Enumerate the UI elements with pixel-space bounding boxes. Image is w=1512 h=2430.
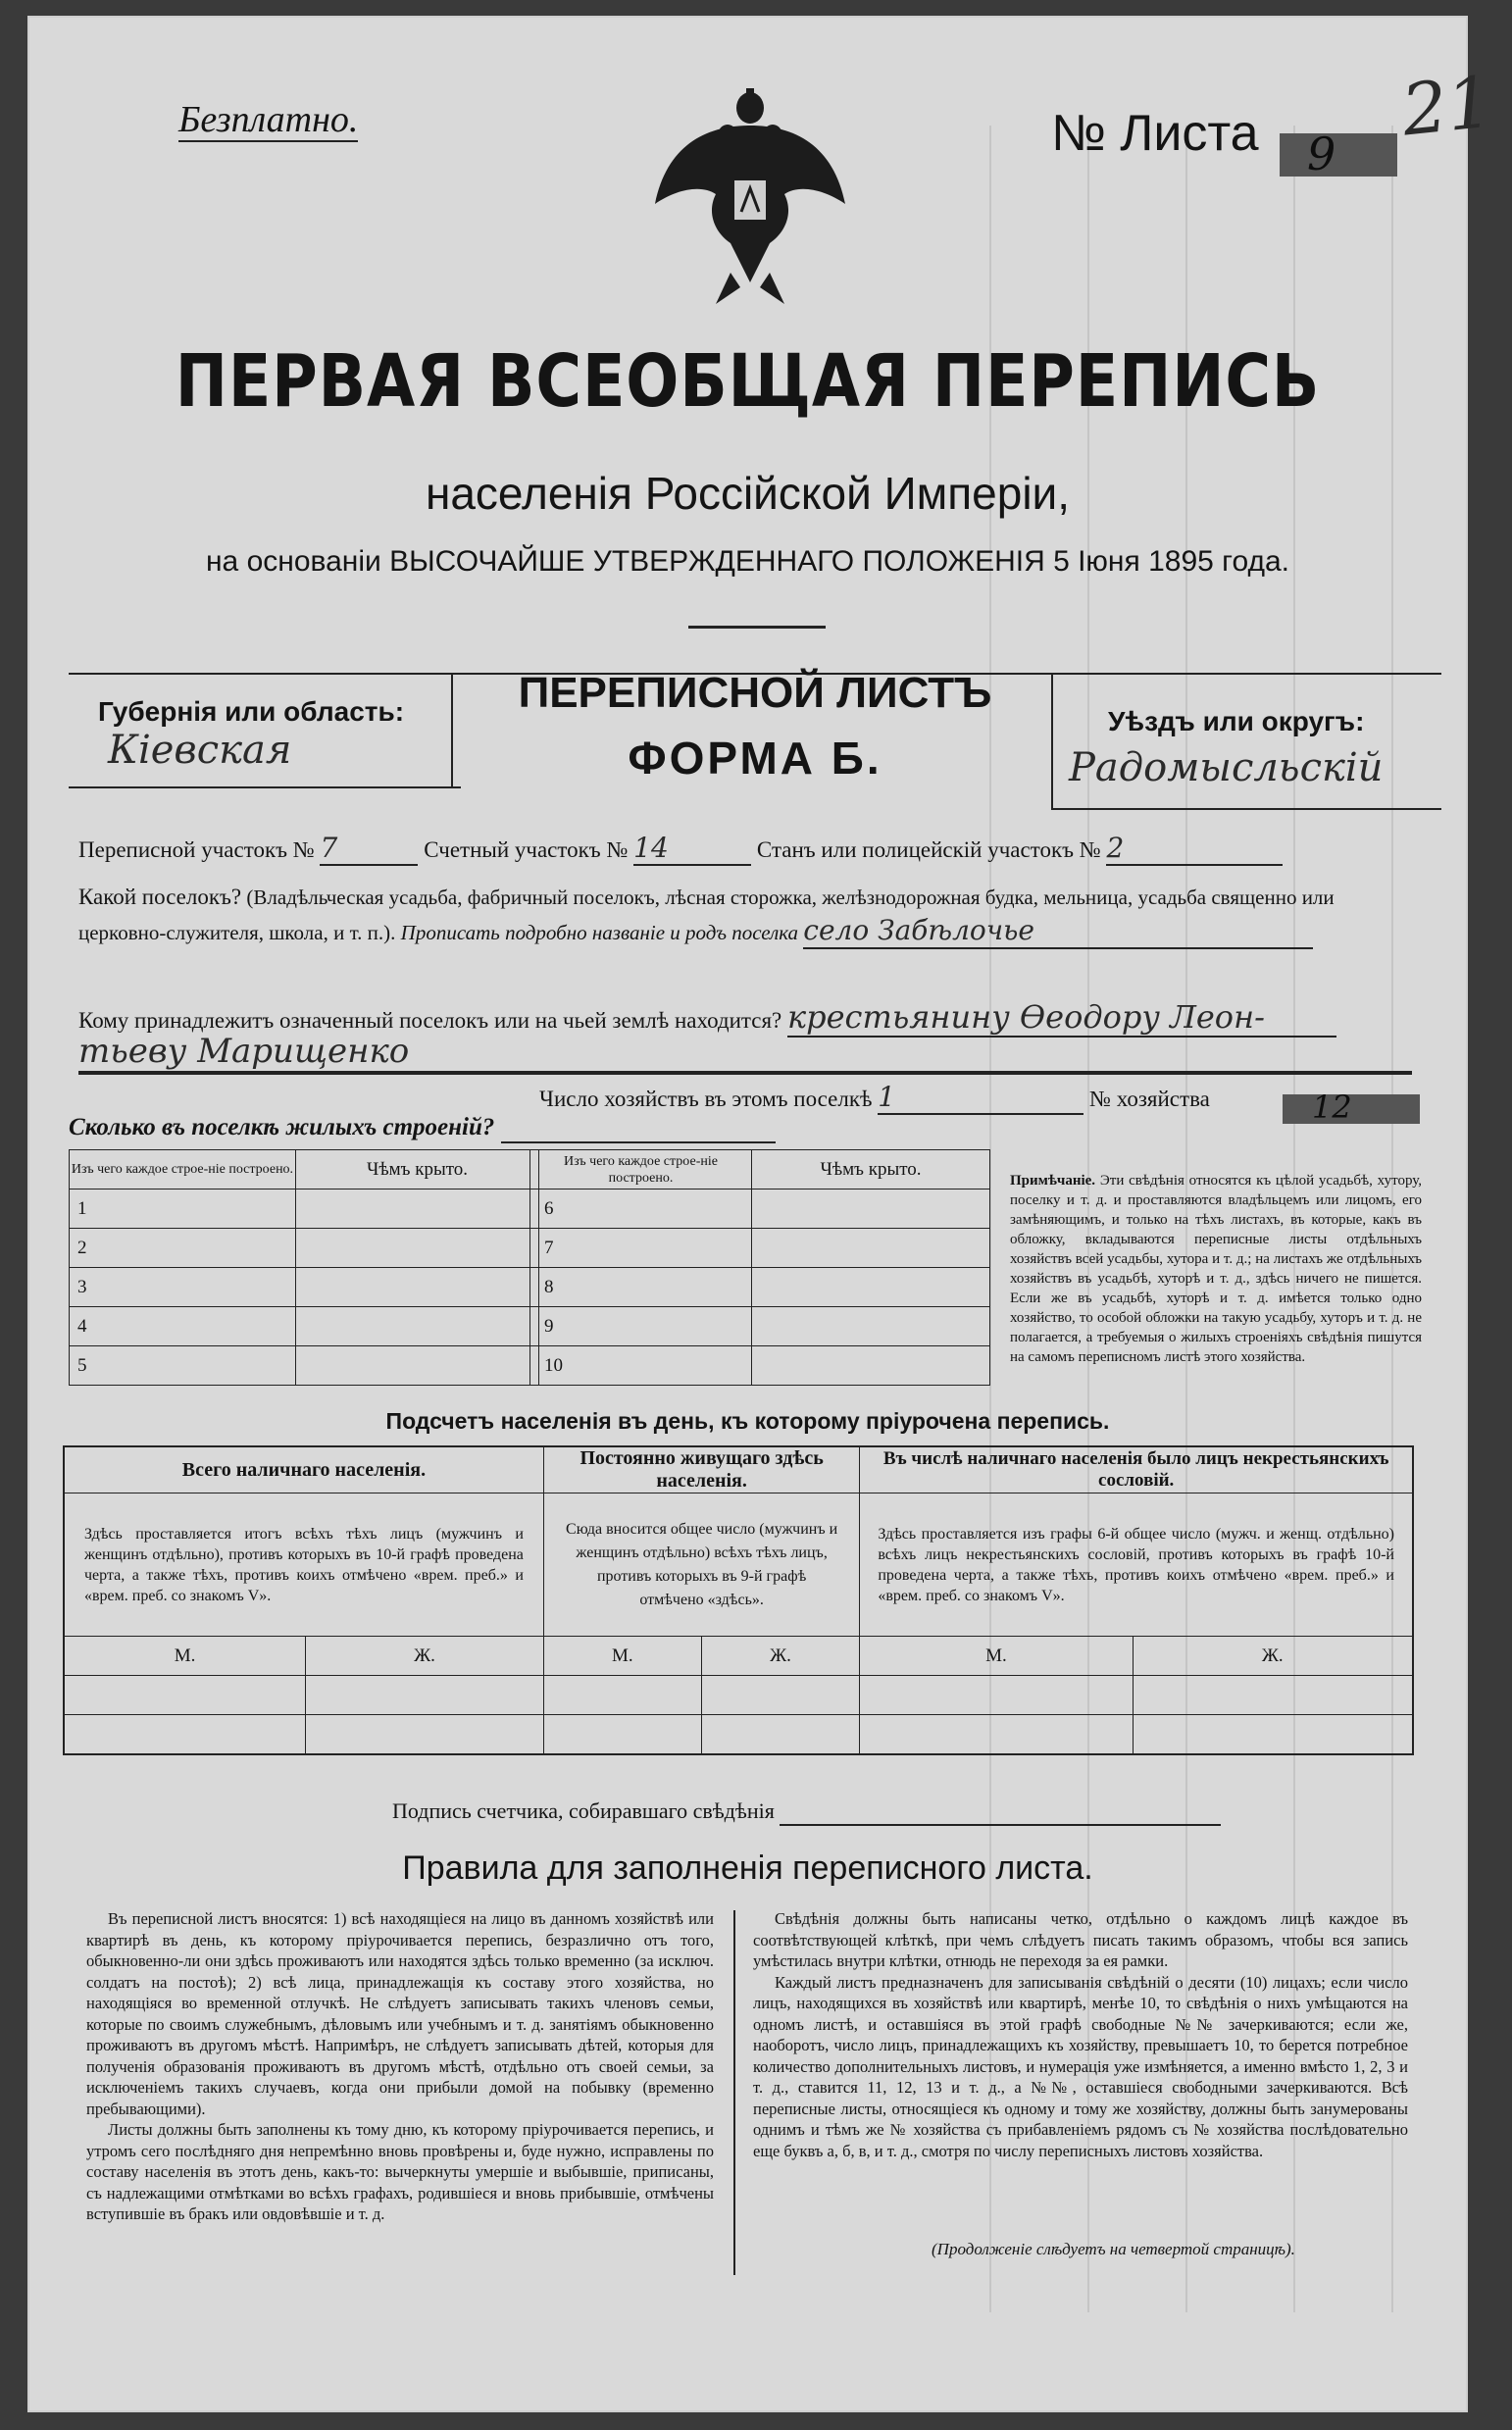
population-col3-male-head: М.	[860, 1637, 1133, 1676]
population-col2-head: Постоянно живущаго здѣсь населенія.	[543, 1446, 859, 1493]
count-area-label: Счетный участокъ №	[424, 837, 629, 862]
building-roof-cell	[296, 1229, 539, 1268]
census-area-label: Переписной участокъ №	[78, 837, 315, 862]
buildings-line	[69, 1114, 776, 1143]
free-text: Безплатно.	[178, 99, 359, 140]
household-no-box	[1283, 1088, 1420, 1126]
building-row-number: 7	[530, 1229, 752, 1268]
population-col1-head: Всего наличнаго населенія.	[64, 1446, 543, 1493]
building-roof-cell	[752, 1268, 990, 1307]
households-line	[539, 1081, 1210, 1115]
settlement-hint-2: церковно-служителя, школа, и т. п.).	[78, 921, 396, 944]
sheet-number-text: № Листа	[1051, 105, 1259, 162]
households-label: Число хозяйствъ въ этомъ поселкѣ	[539, 1087, 873, 1111]
form-title: ПЕРЕПИСНОЙ ЛИСТЪ	[518, 669, 992, 717]
sheet-number-label	[1051, 104, 1259, 163]
household-no-label: № хозяйства	[1089, 1087, 1210, 1111]
population-cell	[701, 1676, 860, 1715]
rules-continued-note: (Продолженіе слѣдуетъ на четвертой страницѣ).	[932, 2240, 1295, 2258]
population-cell	[64, 1715, 306, 1754]
stan-label: Станъ или полицейскій участокъ №	[756, 837, 1101, 862]
buildings-col1-head: Изъ чего каждое строе-ніе построено.	[530, 1150, 752, 1190]
population-cell	[1133, 1676, 1413, 1715]
building-roof-cell	[752, 1346, 990, 1386]
population-col2-male-head: М.	[543, 1637, 701, 1676]
building-roof-cell	[296, 1190, 539, 1229]
settlement-hint: (Владѣльческая усадьба, фабричный поселокъ, лѣсная сторожка, желѣзнодорожная будка, мельница, усадьба священно или	[246, 886, 1335, 909]
building-row-number: 10	[530, 1346, 752, 1386]
population-col3-head: Въ числѣ наличнаго населенія было лицъ некрестьянскихъ сословій.	[860, 1446, 1413, 1493]
rules-right-column	[753, 1908, 1408, 2161]
population-col3-text: Здѣсь проставляется изъ графы 6-й общее число (мужч. и женщ. отдѣльно) всѣхъ лицъ некрестьянскихъ сословій, противъ которыхъ въ графѣ 10-й проведена черта, а также тѣхъ, противъ коихъ отмѣчено «врем. преб.» и «врем. преб. со знакомъ V».	[860, 1493, 1413, 1637]
buildings-col2-head: Чѣмъ крыто.	[752, 1150, 990, 1190]
rules-left-para-1: Въ переписной листъ вносятся: 1) всѣ находящіеся на лицо въ данномъ хозяйствѣ или квартирѣ въ день, къ которому пріурочивается перепись, безразлично отъ того, обыкновенно-ли они здѣсь проживаютъ или находятся здѣсь только временно (за исключ. солдатъ на постоѣ); 2) всѣ лица, принадлежащія къ составу этого хозяйства, но находящіяся во временной отлучкѣ. Не слѣдуетъ записывать такихъ членовъ семьи, которые по своимъ служебнымъ, дѣловымъ или учебнымъ и т. д. занятіямъ обыкновенно проживаютъ въ другомъ мѣстѣ. Напримѣръ, не слѣдуетъ записывать дѣтей, которыя для полученія образованія проживаютъ въ другомъ мѣстѣ, отдѣльно отъ своей семьи, за исключеніемъ такихъ случаевъ, когда они прибыли домой на побывку (временно пребывающими).	[86, 1909, 714, 2118]
form-label: ФОРМА Б.	[628, 733, 882, 784]
building-row-number: 1	[70, 1190, 296, 1229]
population-col1-male-head: М.	[64, 1637, 306, 1676]
form-box-right-bottom	[1051, 808, 1441, 810]
buildings-table-right	[529, 1149, 990, 1386]
sheet-number-value: 9	[1307, 127, 1336, 180]
buildings-table-left	[69, 1149, 539, 1386]
owner-value-1: крестьянину Өеодору Леон-	[787, 998, 1336, 1038]
building-row-number: 2	[70, 1229, 296, 1268]
title-divider	[688, 626, 826, 629]
title-basis: на основаніи ВЫСОЧАЙШЕ УТВЕРЖДЕННАГО ПОЛОЖЕНІЯ 5 Іюня 1895 года.	[205, 545, 1289, 578]
population-cell	[306, 1715, 544, 1754]
population-col3-female-head: Ж.	[1133, 1637, 1413, 1676]
archive-folio-number: 21	[1397, 60, 1496, 152]
population-col2-female-head: Ж.	[701, 1637, 860, 1676]
owner-label: Кому принадлежитъ означенный поселокъ или на чьей землѣ находится?	[78, 1008, 782, 1033]
buildings-col1-head: Изъ чего каждое строе-ніе построено.	[70, 1150, 296, 1190]
signature-label: Подпись счетчика, собиравшаго свѣдѣнія	[392, 1798, 775, 1823]
owner-extra-line	[78, 1073, 1412, 1075]
building-roof-cell	[296, 1307, 539, 1346]
building-roof-cell	[752, 1307, 990, 1346]
building-roof-cell	[296, 1346, 539, 1386]
population-cell	[860, 1676, 1133, 1715]
form-box-right-divider	[1051, 673, 1053, 810]
population-cell	[701, 1715, 860, 1754]
uezd-value: Радомысльскій	[1069, 745, 1384, 790]
settlement-block	[78, 881, 1441, 949]
population-col2-text: Сюда вносится общее число (мужчинъ и женщинъ отдѣльно) всѣхъ тѣхъ лицъ, противъ которыхъ въ 9-й графѣ отмѣчено «здѣсь».	[543, 1493, 859, 1637]
households-value: 1	[878, 1081, 1084, 1115]
owner-value-2: тьеву Марищенко	[78, 1032, 1412, 1073]
note-title: Примѣчаніе.	[1010, 1173, 1096, 1189]
building-row-number: 4	[70, 1307, 296, 1346]
rules-title: Правила для заполненія переписного листа.	[402, 1849, 1093, 1887]
title-main: ПЕРВАЯ ВСЕОБЩАЯ ПЕРЕПИСЬ	[175, 339, 1321, 424]
settlement-label: Какой поселокъ?	[78, 885, 242, 909]
population-cell	[543, 1715, 701, 1754]
sheet-number-box	[1280, 127, 1397, 180]
building-row-number: 9	[530, 1307, 752, 1346]
population-col1-text: Здѣсь проставляется итогъ всѣхъ тѣхъ лицъ (мужчинъ и женщинъ отдѣльно), противъ которыхъ въ 10-й графѣ проведена черта, а также тѣхъ, противъ коихъ отмѣчено «врем. преб.» и «врем. преб. со знакомъ V».	[64, 1493, 543, 1637]
population-table	[63, 1445, 1414, 1755]
imperial-eagle-emblem	[647, 86, 853, 311]
population-col1-female-head: Ж.	[306, 1637, 544, 1676]
settlement-value: село Забѣлочье	[803, 914, 1313, 949]
population-cell	[306, 1676, 544, 1715]
household-no-value: 12	[1312, 1088, 1352, 1126]
count-area-value: 14	[633, 832, 751, 866]
buildings-col2-head: Чѣмъ крыто.	[296, 1150, 539, 1190]
rules-left-column	[86, 1908, 714, 2225]
building-roof-cell	[296, 1268, 539, 1307]
buildings-label: Сколько въ поселкѣ жилыхъ строеній?	[69, 1114, 495, 1140]
building-row-number: 5	[70, 1346, 296, 1386]
rules-divider	[733, 1910, 735, 2275]
free-label	[178, 98, 358, 141]
building-row-number: 6	[530, 1190, 752, 1229]
building-row-number: 8	[530, 1268, 752, 1307]
census-area-value: 7	[320, 832, 418, 866]
rules-left-para-2: Листы должны быть заполнены къ тому дню, къ которому пріурочивается перепись, и утромъ сего послѣдняго дня непремѣнно вновь провѣрены и, буде нужно, исправлены по составу населенія въ этотъ день, какъ-то: вычеркнуты умершіе и выбывшіе, приписаны, съ надлежащими отмѣтками во всѣхъ графахъ, родившіеся и вновь прибывшіе, отмѣчены вступившіе въ бракъ или овдовѣвшіе и т. д.	[86, 2120, 714, 2223]
stan-value: 2	[1106, 832, 1283, 866]
population-cell	[860, 1715, 1133, 1754]
population-cell	[543, 1676, 701, 1715]
title-sub: населенія Россійской Имперіи,	[425, 468, 1071, 519]
areas-line	[78, 832, 1283, 866]
note-block	[1010, 1171, 1422, 1367]
gubernia-value: Кіевская	[108, 728, 292, 773]
population-cell	[1133, 1715, 1413, 1754]
note-text: Эти свѣдѣнія относятся къ цѣлой усадьбѣ, хутору, поселку и т. д. и проставляются владѣльцемъ или лицомъ, его замѣняющимъ, и только на тѣхъ листахъ, въ которые, какъ въ обложку, вкладываются переписные листы отдѣльныхъ хозяйствъ всей усадьбы, хутора и т. д.; на листахъ же отдѣльныхъ хозяйствъ въ усадьбѣ, хуторѣ и т. д., здѣсь ничего не пишется. Если же въ усадьбѣ, хуторѣ и т. д. имѣется только одно хозяйство, то особой обложки на такую усадьбу, хуторъ и т. д. не полагается, а требуемыя о жилыхъ строеніяхъ свѣдѣнія пишутся на самомъ переписномъ листѣ этого хозяйства.	[1010, 1173, 1423, 1365]
population-title: Подсчетъ населенія въ день, къ которому пріурочена перепись.	[385, 1408, 1110, 1434]
building-roof-cell	[752, 1229, 990, 1268]
population-cell	[64, 1676, 306, 1715]
uezd-label: Уѣздъ или округъ:	[1108, 706, 1365, 736]
gubernia-label: Губернія или область:	[98, 696, 405, 727]
form-box-left-divider	[451, 673, 453, 788]
paper-sheet	[29, 18, 1496, 2410]
settlement-hint-italic: Прописать подробно названіе и родъ поселка	[400, 921, 799, 944]
building-row-number: 3	[70, 1268, 296, 1307]
rules-right-para-1: Свѣдѣнія должны быть написаны четко, отдѣльно о каждомъ лицѣ каждое въ соотвѣтствующей клѣткѣ, при чемъ слѣдуетъ писать такимъ образомъ, чтобы вся запись умѣстилась внутри клѣтки, отнюдь не переходя за ея рамки.	[753, 1909, 1408, 1970]
signature-line	[392, 1798, 1221, 1826]
rules-right-para-2: Каждый листъ предназначенъ для записыванія свѣдѣній о десяти (10) лицахъ; если число лицъ, находящихся въ хозяйствѣ или квартирѣ, менѣе 10, то свѣдѣнія о нихъ умѣщаются на одномъ листѣ, и оставшіяся въ этой графѣ свободные №№ зачеркиваются; если же, наоборотъ, число лицъ, принадлежащихъ къ хозяйству, превышаетъ 10, то берется потребное количество дополнительныхъ листовъ, и нумерація уже измѣняется, а именно вмѣсто 1, 2, 3 и т. д., ставится 11, 12, 13 и т. д., а №№, оставшіеся свободными зачеркиваются. Всѣ переписные листы, относящіеся къ одному и тому же хозяйству, должны быть занумерованы однимъ и тѣмъ же № хозяйства съ прибавленіемъ рядомъ съ № хозяйства послѣдовательно еще буквъ а, б, в, и т. д., смотря по числу переписныхъ листовъ хозяйства.	[753, 1972, 1408, 2160]
building-roof-cell	[752, 1190, 990, 1229]
form-box-left-bottom	[69, 786, 461, 788]
